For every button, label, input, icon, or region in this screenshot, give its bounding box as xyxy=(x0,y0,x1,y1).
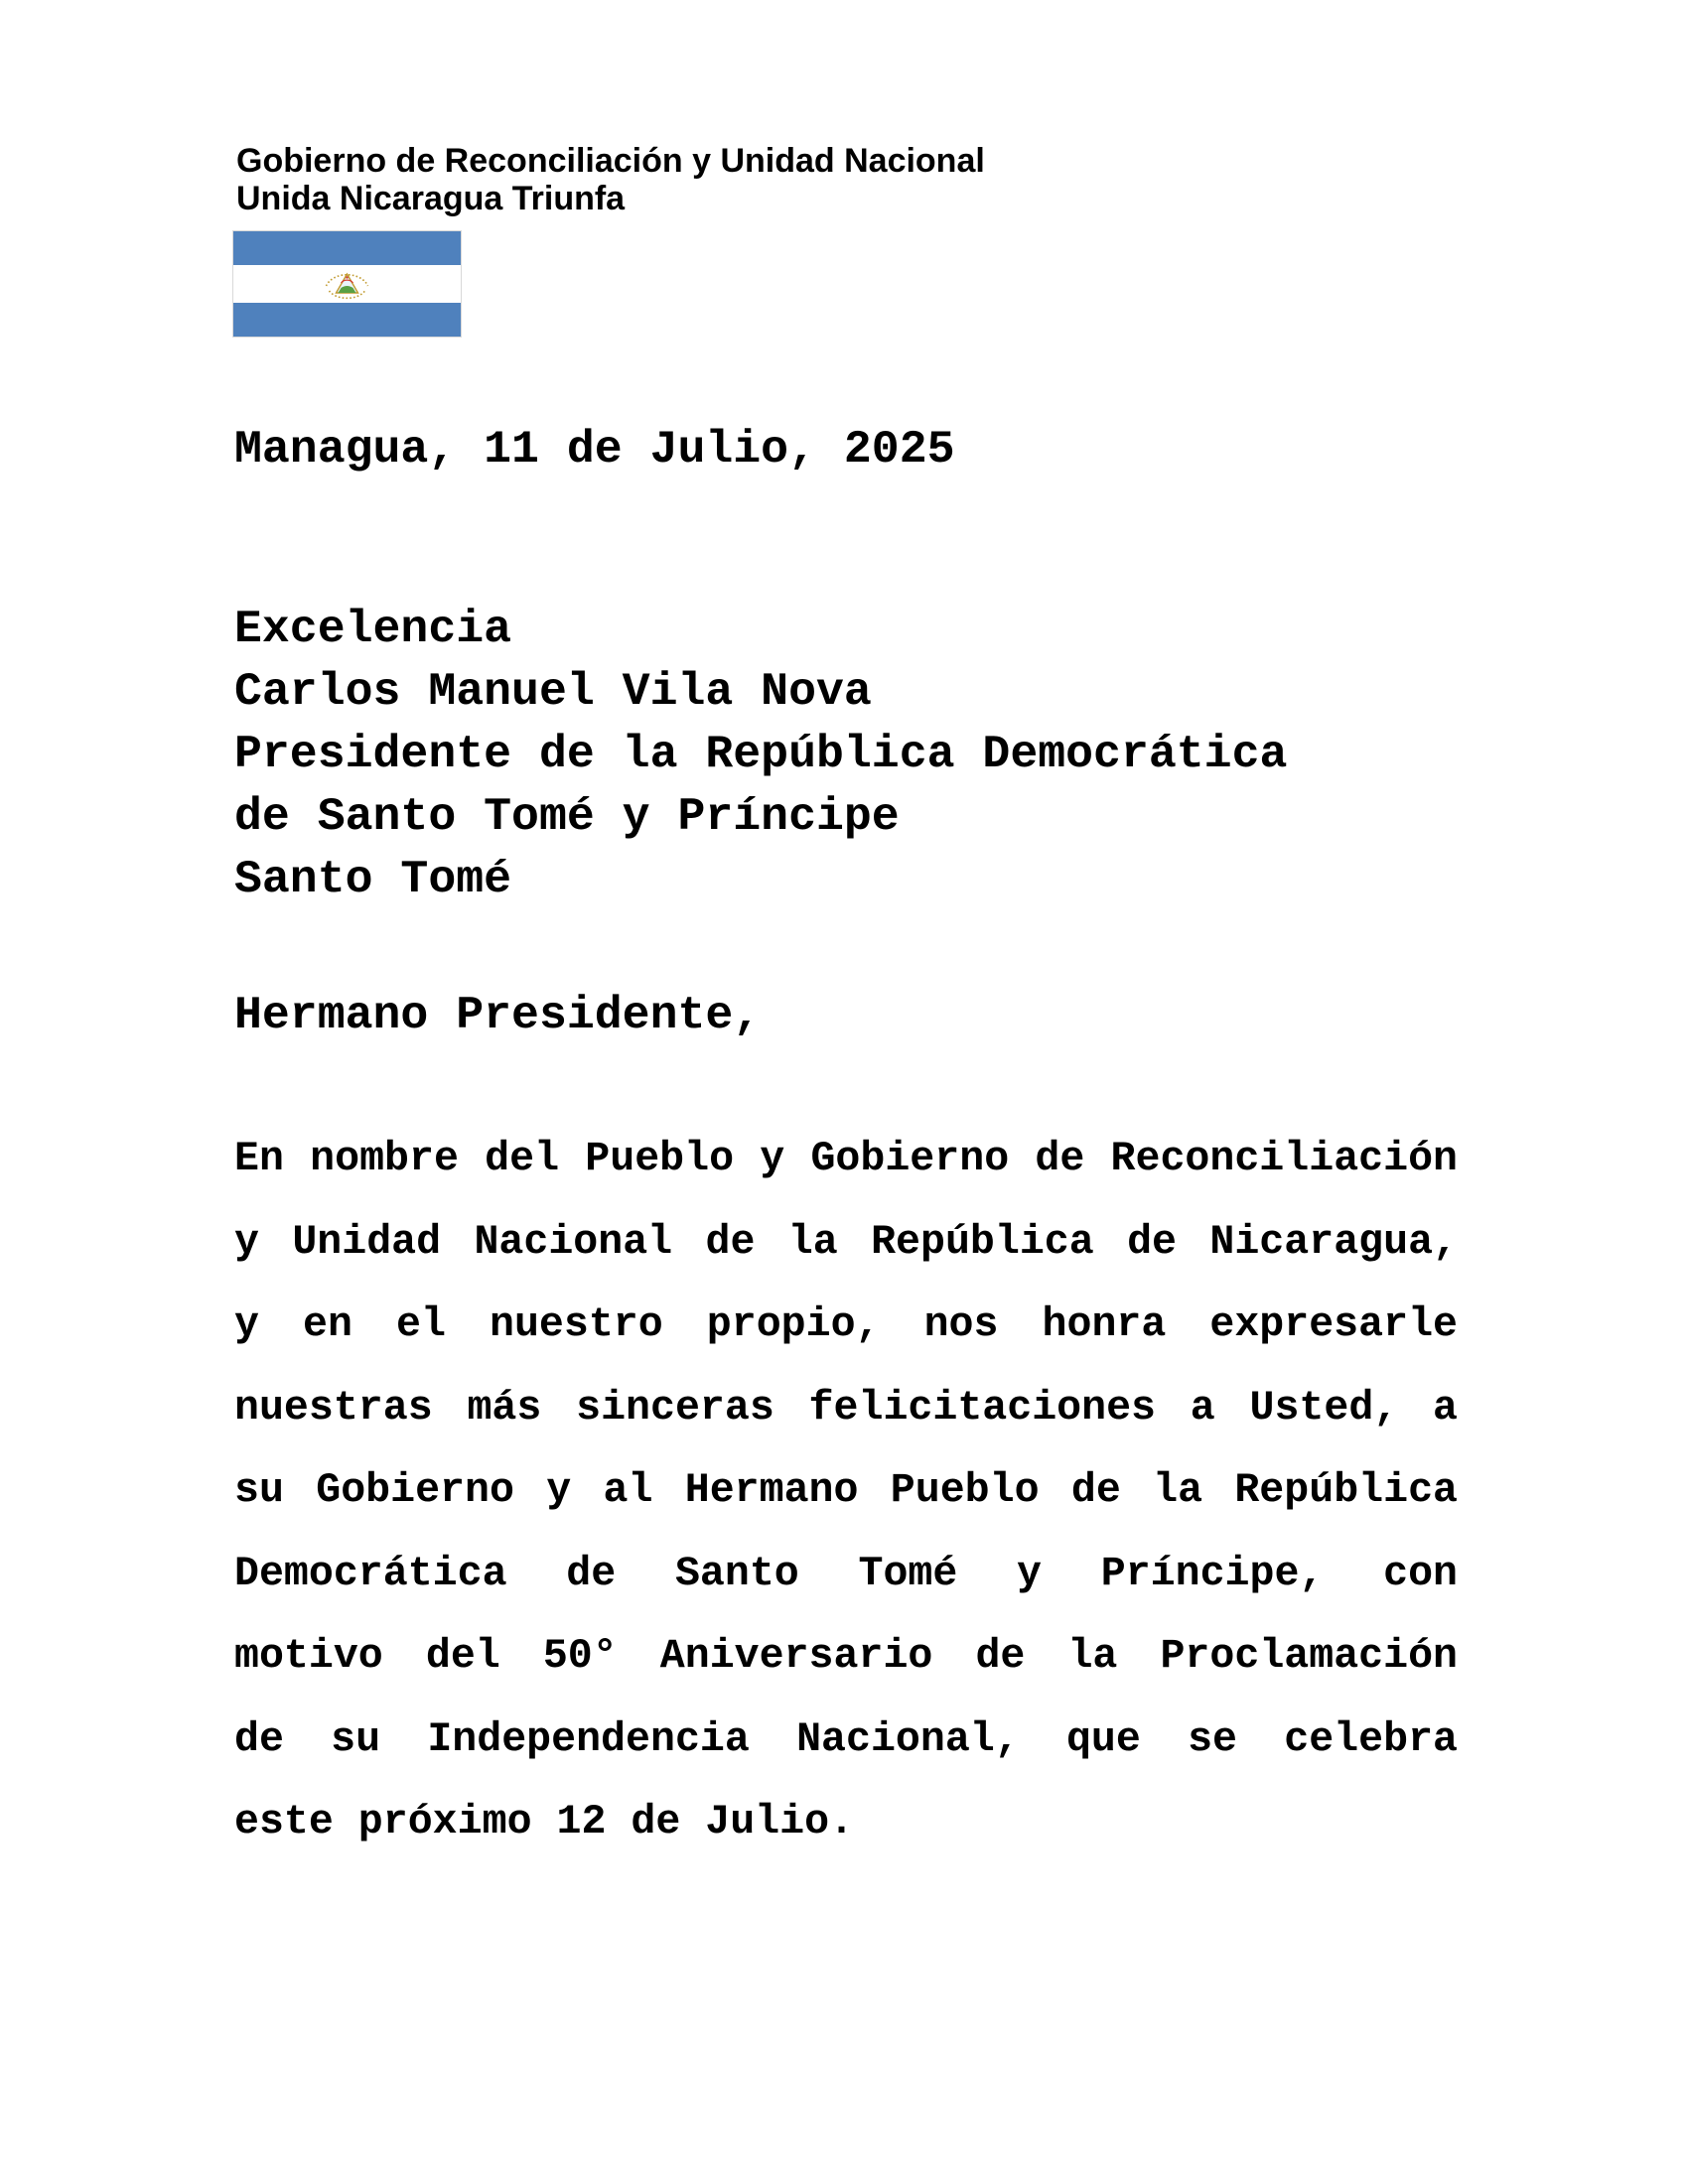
letter-body xyxy=(234,1118,1458,1864)
body-line: su Gobierno y al Hermano Pueblo de la República xyxy=(234,1467,1458,1514)
body-line: y Unidad Nacional de la República de Nicaragua, xyxy=(234,1218,1458,1266)
body-line: nuestras más sinceras felicitaciones a Usted, a xyxy=(234,1384,1458,1432)
body-line: de su Independencia Nacional, que se celebra xyxy=(234,1715,1458,1763)
nicaragua-flag-image xyxy=(233,231,461,337)
body-line: motivo del 50° Aniversario de la Proclamación xyxy=(234,1633,1458,1680)
letterhead xyxy=(236,142,985,217)
letterhead-line-1: Gobierno de Reconciliación y Unidad Nacional xyxy=(236,142,985,180)
recipient-title-line-1: Presidente de la República Democrática xyxy=(234,728,1288,780)
recipient-name: Carlos Manuel Vila Nova xyxy=(234,665,872,718)
recipient-block xyxy=(234,598,1287,910)
salutation: Hermano Presidente, xyxy=(234,989,762,1041)
body-line: este próximo 12 de Julio. xyxy=(234,1799,855,1845)
recipient-honorific: Excelencia xyxy=(234,603,512,655)
nicaragua-flag-graphic xyxy=(233,231,461,337)
recipient-city: Santo Tomé xyxy=(234,853,512,905)
body-line: Democrática de Santo Tomé y Príncipe, con xyxy=(234,1550,1458,1597)
recipient-title-line-2: de Santo Tomé y Príncipe xyxy=(234,790,900,843)
letterhead-line-2: Unida Nicaragua Triunfa xyxy=(236,180,626,217)
body-line: En nombre del Pueblo y Gobierno de Reconciliación xyxy=(234,1136,1458,1182)
dateline: Managua, 11 de Julio, 2025 xyxy=(234,423,955,476)
body-line: y en el nuestro propio, nos honra expresarle xyxy=(234,1301,1458,1348)
